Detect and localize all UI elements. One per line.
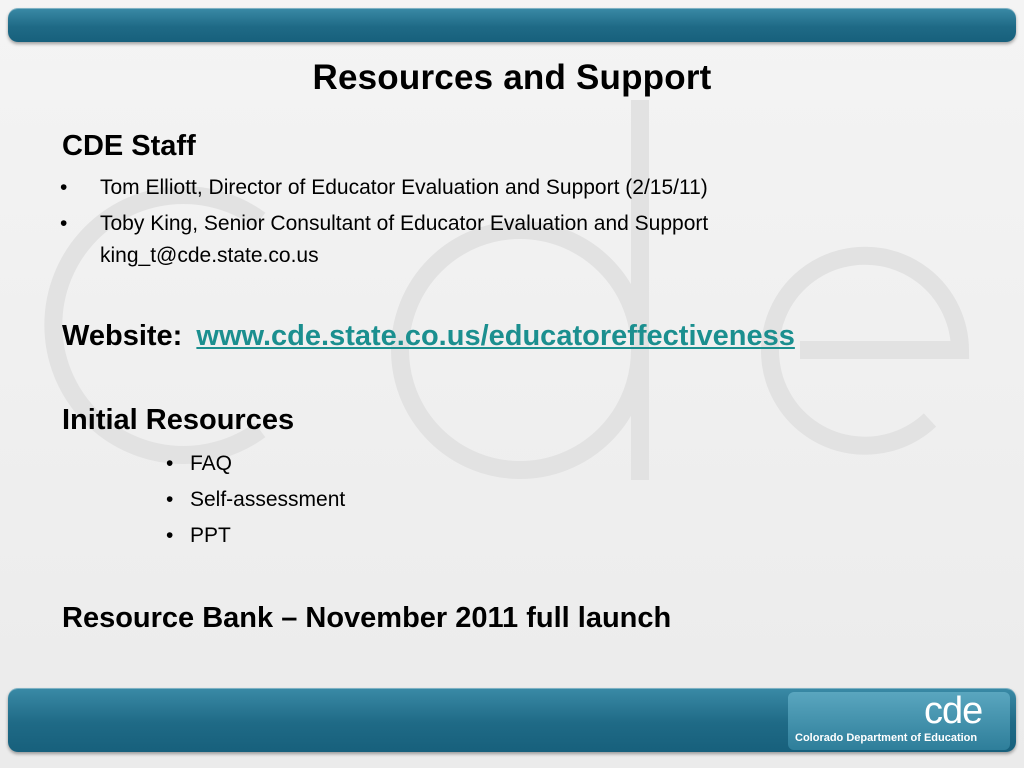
slide-title: Resources and Support bbox=[312, 58, 712, 97]
resource-item-text: PPT bbox=[190, 524, 231, 547]
resource-item bbox=[166, 484, 346, 516]
website-link[interactable]: www.cde.state.co.us/educatoreffectiveness bbox=[196, 320, 795, 352]
bullet-icon: • bbox=[166, 452, 174, 475]
resource-item bbox=[166, 520, 231, 552]
staff-item-text: Toby King, Senior Consultant of Educator Evaluation and Support bbox=[100, 212, 709, 235]
bullet-icon: • bbox=[60, 212, 68, 235]
bullet-icon: • bbox=[166, 524, 174, 547]
staff-email[interactable]: king_t@cde.state.co.us bbox=[100, 244, 319, 267]
brand-caption: Colorado Department of Education bbox=[795, 732, 978, 744]
header-bar bbox=[8, 8, 1016, 42]
resource-bank-line: Resource Bank – November 2011 full launch bbox=[62, 602, 672, 634]
staff-bullet-2 bbox=[60, 208, 709, 272]
resource-item bbox=[166, 448, 233, 480]
resource-item-text: Self-assessment bbox=[190, 488, 346, 511]
initial-resources-heading: Initial Resources bbox=[62, 404, 295, 436]
resource-item-text: FAQ bbox=[190, 452, 233, 475]
website-line bbox=[62, 320, 795, 353]
cde-logo: cde bbox=[924, 690, 983, 732]
staff-item-text: Tom Elliott, Director of Educator Evaluation and Support (2/15/11) bbox=[100, 176, 708, 199]
cde-staff-heading: CDE Staff bbox=[62, 130, 196, 162]
bullet-icon: • bbox=[60, 176, 68, 199]
staff-bullet-1 bbox=[60, 172, 708, 204]
bullet-icon: • bbox=[166, 488, 174, 511]
website-label: Website: bbox=[62, 320, 183, 352]
